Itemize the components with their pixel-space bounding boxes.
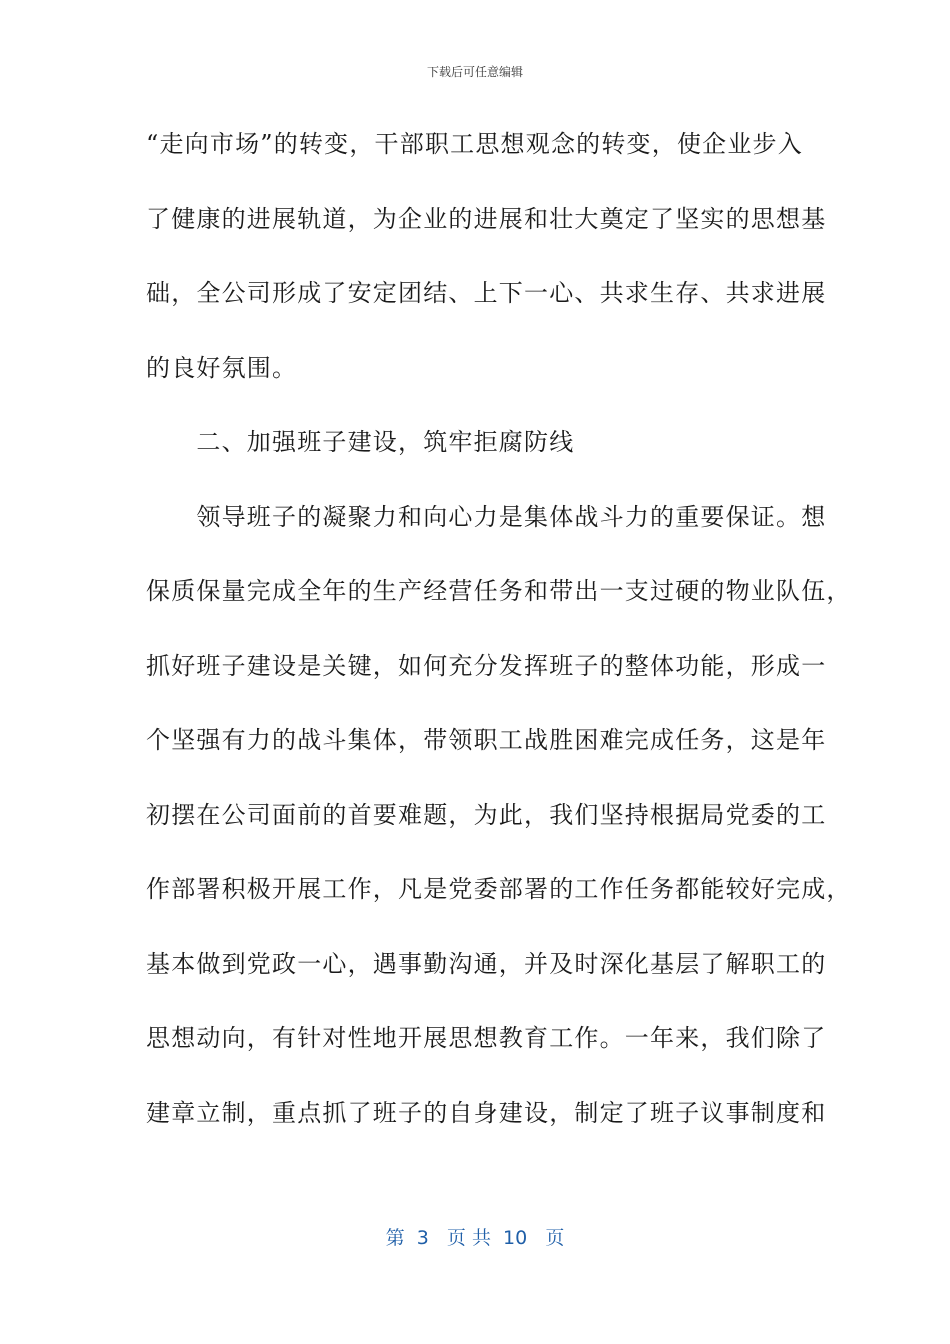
text-line: 领导班子的凝聚力和向心力是集体战斗力的重要保证。想: [146, 502, 827, 531]
section-heading: 二、加强班子建设，筑牢拒腐防线: [146, 428, 575, 456]
text-line: 了健康的进展轨道，为企业的进展和壮大奠定了坚实的思想基: [146, 204, 827, 233]
page-header-note: 下载后可任意编辑: [426, 65, 523, 79]
text-line: 个坚强有力的战斗集体，带领职工战胜困难完成任务，这是年: [146, 726, 827, 754]
page-number-footer: 第 3 页 共 10 页: [385, 1227, 565, 1249]
text-line: 保质保量完成全年的生产经营任务和带出一支过硬的物业队伍，: [146, 577, 852, 605]
text-line: 建章立制，重点抓了班子的自身建设，制定了班子议事制度和: [146, 1098, 827, 1127]
text-line: 作部署积极开展工作，凡是党委部署的工作任务都能较好完成，: [146, 875, 852, 903]
text-line: 的良好氛围。: [146, 353, 298, 382]
text-line: 初摆在公司面前的首要难题，为此，我们坚持根据局党委的工: [146, 800, 827, 829]
text-line: 基本做到党政一心，遇事勤沟通，并及时深化基层了解职工的: [146, 949, 827, 978]
text-line: 抓好班子建设是关键，如何充分发挥班子的整体功能，形成一: [146, 651, 827, 680]
text-line: 础，全公司形成了安定团结、上下一心、共求生存、共求进展: [146, 279, 827, 307]
document-body: [146, 124, 852, 1167]
text-line: “走向市场”的转变，干部职工思想观念的转变，使企业步入: [146, 130, 803, 158]
text-line: 思想动向，有针对性地开展思想教育工作。一年来，我们除了: [146, 1024, 827, 1052]
